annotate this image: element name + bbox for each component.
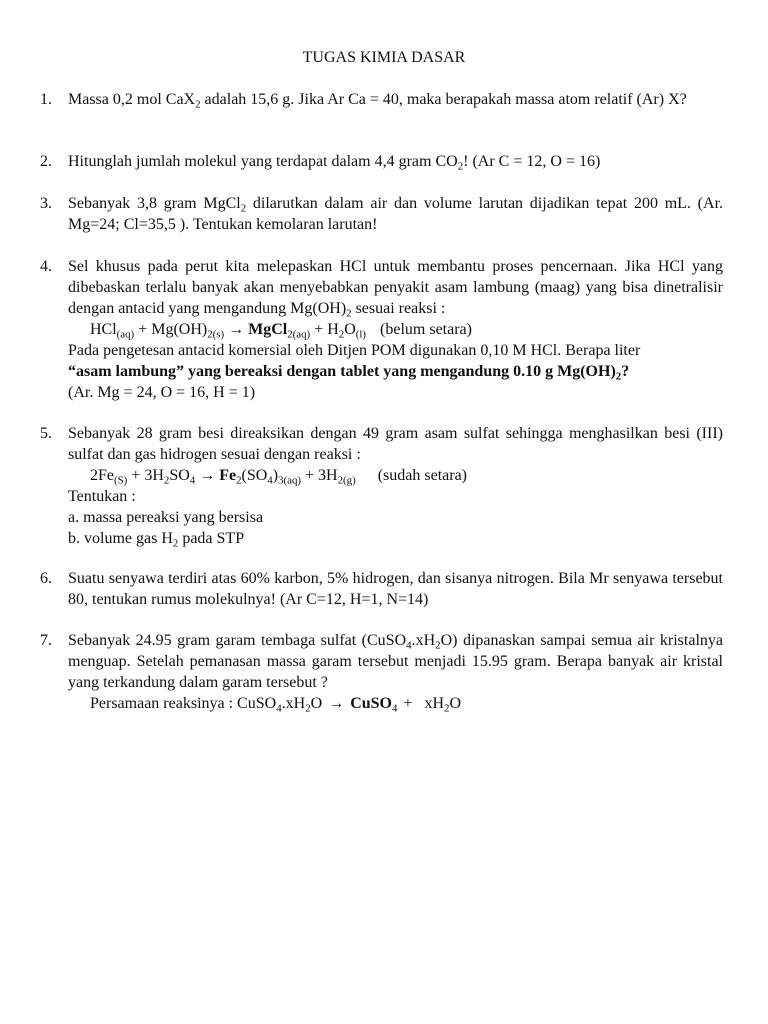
question-6	[40, 568, 723, 610]
question-text: Sebanyak 3,8 gram MgCl$_2$ dilarutkan dalam air dan volume larutan dijadikan tepat 200 mL. (Ar. Mg=24; Cl=35,5 ). Tentukan kemolaran larutan!	[68, 195, 724, 233]
question-given-values: (Ar. Mg = 24, O = 16, H = 1)	[68, 384, 256, 401]
question-text: Tentukan :	[68, 488, 136, 505]
question-number: 3.	[40, 195, 52, 212]
question-text: Pada pengetesan antacid komersial oleh Ditjen POM digunakan 0,10 M HCl. Berapa liter	[68, 342, 641, 359]
question-text-emphasis: “asam lambung” yang bereaksi dengan tablet yang mengandung 0.10 g $Mg(OH)_2$?	[68, 363, 630, 383]
question-text: Sel khusus pada perut kita melepaskan HCl untuk membantu proses pencernaan. Jika HCl yang dibebaskan terlalu banyak akan menyebabkan penyakit asam lambung (maag) yang bisa dinetralisir dengan antacid yang mengandung $Mg(OH)_2$ sesuai reaksi :	[68, 258, 723, 320]
question-text: Sebanyak 28 gram besi direaksikan dengan 49 gram asam sulfat sehingga menghasilkan besi (III) sulfat dan gas hidrogen sesuai dengan reaksi :	[68, 425, 723, 463]
question-text: Hitunglah jumlah molekul yang terdapat dalam 4,4 gram $CO_2$! (Ar C = 12, O = 16)	[68, 153, 601, 173]
reaction-note: (sudah setara)	[377, 467, 468, 484]
question-number: 6.	[40, 570, 52, 587]
reaction-equation: Persamaan reaksinya : $CuSO_4.xH_2O$ → CuSO$_4$ + $xH_2O$	[90, 695, 462, 715]
question-7	[40, 630, 723, 714]
question-text: Sebanyak 24.95 gram garam tembaga sulfat $(CuSO_4.xH_2O)$ dipanaskan sampai semua air kristalnya menguap. Setelah pemanasan massa garam tersebut menjadi 15.95 gram. Berapa banyak air kristal yang terkandung dalam garam tersebut ?	[68, 632, 724, 691]
question-5	[40, 423, 723, 549]
question-2	[40, 151, 723, 172]
question-number: 2.	[40, 153, 52, 170]
reaction-equation: $HCl_{(aq)} + Mg(OH)_{2(s)}$ → MgCl$_{2(aq)}$ + $H_2O_{(l)}$ (belum setara)	[90, 321, 472, 341]
question-4	[40, 256, 723, 403]
sub-question-a: a. massa pereaksi yang bersisa	[68, 509, 264, 526]
sub-question-b: b. volume gas $H_2$ pada STP	[68, 530, 245, 550]
question-1	[40, 89, 723, 110]
reaction-equation: $2Fe_{(S)} + 3H_2SO_4 \to Fe_2(SO_4)_{3(aq)} + 3H_{2(g)}$ (sudah setara)	[90, 467, 468, 487]
question-number: 4.	[40, 258, 52, 275]
question-text: Massa 0,2 mol CaX$_2$ adalah 15,6 g. Jika Ar Ca = 40, maka berapakah massa atom relatif (Ar) X?	[68, 91, 687, 111]
reaction-note: (belum setara)	[380, 321, 472, 338]
question-number: 7.	[40, 632, 52, 649]
question-3	[40, 193, 723, 235]
question-number: 5.	[40, 425, 52, 442]
document-title: TUGAS KIMIA DASAR	[302, 49, 466, 66]
question-text: Suatu senyawa terdiri atas 60% karbon, 5% hidrogen, dan sisanya nitrogen. Bila Mr senyawa tersebut 80, tentukan rumus molekulnya! (Ar C=12, H=1, N=14)	[68, 570, 723, 608]
question-number: 1.	[40, 91, 52, 108]
